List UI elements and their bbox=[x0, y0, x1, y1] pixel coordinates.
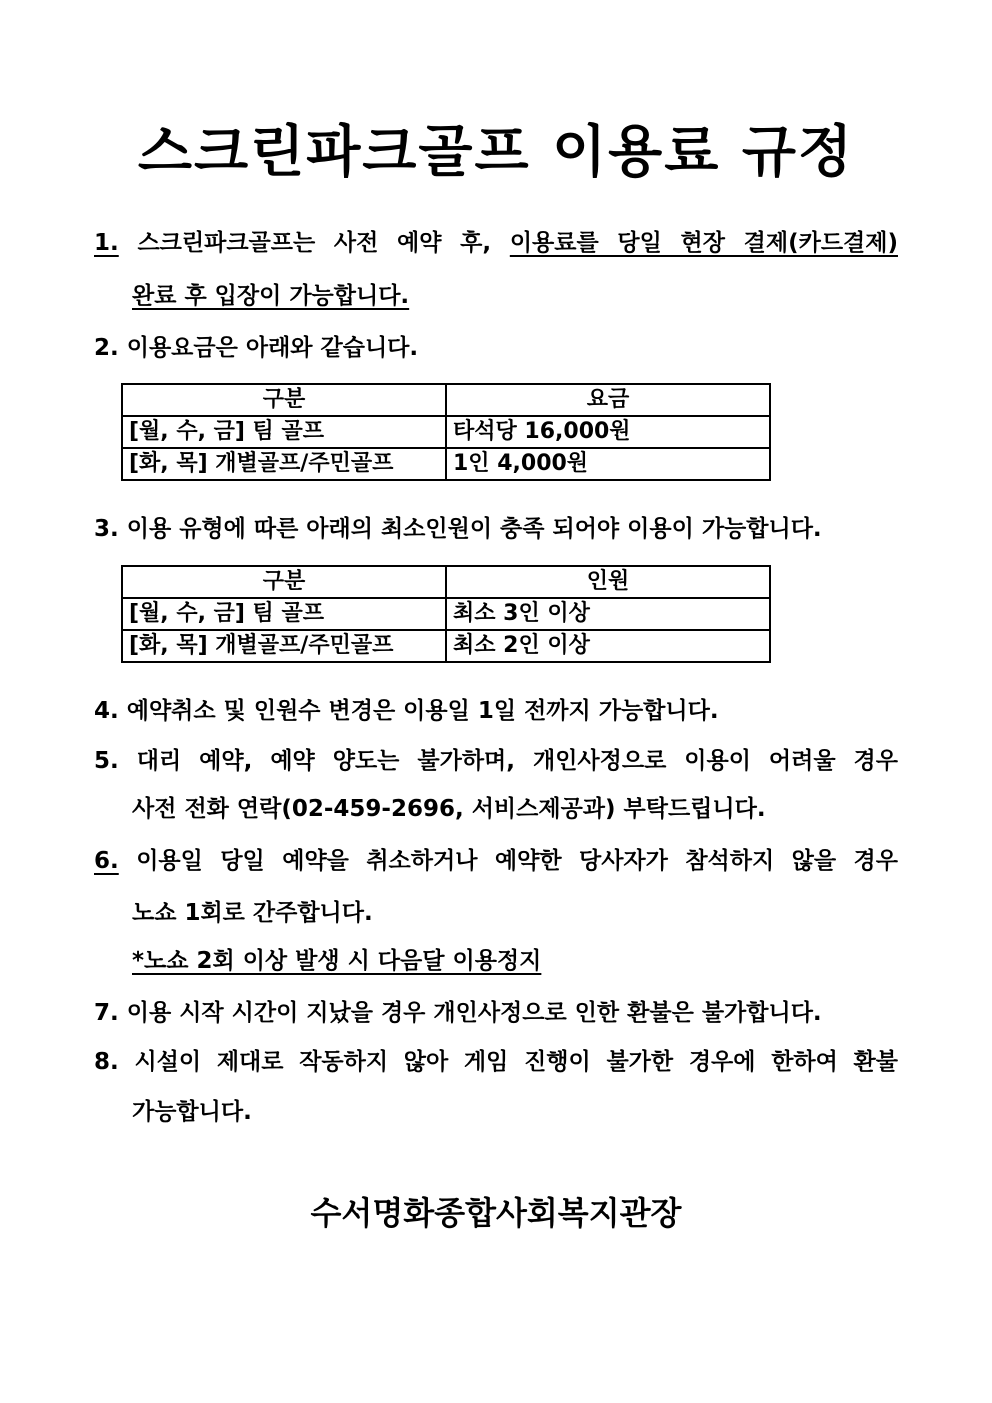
table-cell: 타석당 16,000원 bbox=[446, 416, 770, 448]
item-1-text: 스크린파크골프는 사전 예약 후, bbox=[137, 230, 510, 256]
item-1-line-1 bbox=[94, 224, 898, 257]
table-header-row bbox=[122, 384, 770, 416]
table-cell: [화, 목] 개별골프/주민골프 bbox=[122, 448, 446, 480]
page-title: 스크린파크골프 이용료 규정 bbox=[137, 120, 855, 185]
table-row bbox=[122, 448, 770, 480]
table-row bbox=[122, 598, 770, 630]
item-6-line-2: 노쇼 1회로 간주합니다. bbox=[132, 900, 373, 926]
item-1-text-underlined: 이용료를 당일 현장 결제(카드결제) bbox=[509, 230, 898, 256]
item-1-line-2: 완료 후 입장이 가능합니다. bbox=[132, 283, 410, 309]
table-row bbox=[122, 416, 770, 448]
table-cell: [월, 수, 금] 팀 골프 bbox=[122, 598, 446, 630]
table-cell: [월, 수, 금] 팀 골프 bbox=[122, 416, 446, 448]
item-6-line-1 bbox=[94, 842, 898, 875]
item-5-line-2: 사전 전화 연락(02-459-2696, 서비스제공과) 부탁드립니다. bbox=[132, 796, 766, 822]
item-8-line-2: 가능합니다. bbox=[132, 1099, 252, 1125]
minimum-people-table bbox=[121, 565, 771, 663]
item-8-line-1: 8. 시설이 제대로 작동하지 않아 게임 진행이 불가한 경우에 한하여 환불 bbox=[94, 1049, 898, 1075]
table-header-cell: 구분 bbox=[122, 566, 446, 598]
table-header-cell: 구분 bbox=[122, 384, 446, 416]
fee-table bbox=[121, 383, 771, 481]
table-header-row bbox=[122, 566, 770, 598]
item-1-number: 1. bbox=[94, 230, 119, 256]
table-header-cell: 인원 bbox=[446, 566, 770, 598]
item-5-line-1: 5. 대리 예약, 예약 양도는 불가하며, 개인사정으로 이용이 어려울 경우 bbox=[94, 748, 898, 774]
item-6-text: 이용일 당일 예약을 취소하거나 예약한 당사자가 참석하지 않을 경우 bbox=[136, 848, 898, 874]
table-cell: 1인 4,000원 bbox=[446, 448, 770, 480]
item-6-note: *노쇼 2회 이상 발생 시 다음달 이용정지 bbox=[132, 948, 542, 974]
table-cell: [화, 목] 개별골프/주민골프 bbox=[122, 630, 446, 662]
table-header-cell: 요금 bbox=[446, 384, 770, 416]
table-cell: 최소 3인 이상 bbox=[446, 598, 770, 630]
issuer-signature: 수서명화종합사회복지관장 bbox=[310, 1194, 682, 1232]
item-2: 2. 이용요금은 아래와 같습니다. bbox=[94, 335, 419, 361]
item-6-number: 6. bbox=[94, 848, 119, 874]
item-4: 4. 예약취소 및 인원수 변경은 이용일 1일 전까지 가능합니다. bbox=[94, 698, 719, 724]
item-3: 3. 이용 유형에 따른 아래의 최소인원이 충족 되어야 이용이 가능합니다. bbox=[94, 516, 822, 542]
table-row bbox=[122, 630, 770, 662]
item-7: 7. 이용 시작 시간이 지났을 경우 개인사정으로 인한 환불은 불가합니다. bbox=[94, 1000, 822, 1026]
table-cell: 최소 2인 이상 bbox=[446, 630, 770, 662]
